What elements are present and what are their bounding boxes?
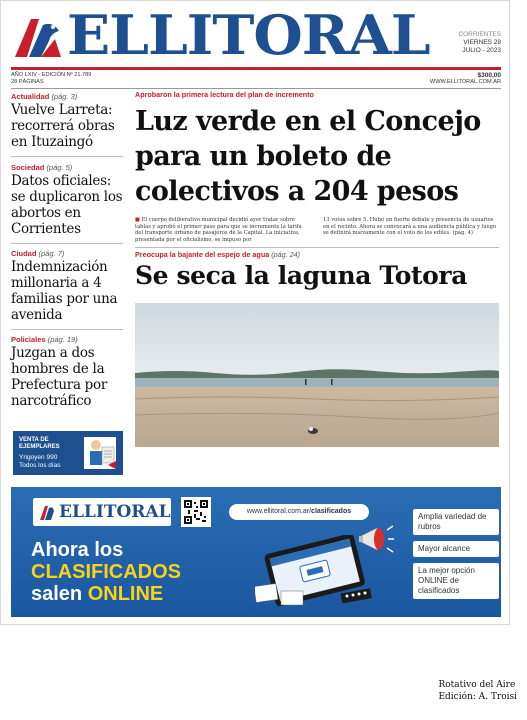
masthead (11, 3, 501, 67)
megaphone-icon (357, 522, 395, 556)
section-tag (11, 92, 123, 102)
venta-address (19, 454, 61, 470)
ad-feature-variedad: Amplia variedad de rubros (413, 509, 499, 535)
bullet-icon: ■ (135, 217, 142, 223)
section-tag (11, 335, 123, 345)
ad-headline-line1: Ahora los (31, 539, 124, 561)
masthead-city: CORRIENTES (458, 31, 501, 38)
story-headline: Indemnización millonaria a 4 familias por una avenida (11, 259, 118, 323)
kicker-text: Preocupa la bajante del espejo de agua (135, 250, 270, 260)
url-prefix: www.ellitoral.com.ar/ (246, 508, 312, 515)
credits-line2: Edición: A. Troisi (438, 692, 517, 702)
masthead-red-rule (11, 67, 501, 70)
story-divider (135, 247, 499, 248)
second-story-headline: Se seca la laguna Totora (135, 261, 468, 291)
header-divider (11, 88, 501, 89)
rooster-logo-icon (11, 11, 63, 61)
section-name: Sociedad (11, 163, 45, 172)
venta-address-line2: Todos los días (19, 462, 61, 469)
main-column (135, 90, 499, 291)
price-info (430, 72, 501, 86)
venta-title-line2: EJEMPLARES (19, 444, 60, 450)
ad-logo (33, 498, 171, 526)
left-story-policiales (11, 330, 123, 415)
body-text: 13 votos sobre 5. Hubo un fuerte debate y presencia de usuarios en el recinto. Ahora se convocará a una audiencia pública y luego se definirá nuevamente con el voto de los ediles. (323, 217, 497, 237)
edition-number: AÑO LXIV - EDICIÓN Nº 21.789 (11, 72, 92, 78)
main-story-body-col2 (323, 217, 499, 243)
ad-feature-alcance: Mayor alcance (413, 541, 499, 557)
story-headline: Vuelve Larreta: recorrerá obras en Ituzaingó (11, 102, 115, 150)
page-ref: (pág. 3) (51, 92, 78, 101)
section-tag (11, 249, 123, 259)
venta-title (19, 437, 60, 451)
ad-headline-line3a: salen (31, 583, 83, 605)
main-story-body-col1 (135, 217, 311, 243)
ad-headline-line3b: ONLINE (87, 583, 164, 605)
body-text: El cuerpo deliberativo municipal decidió ayer tratar sobre tablas y aprobó el primer paso para que se incremente la tarifa del transporte urbano de pasajeros de la Capital. La iniciativa, presentada por el oficialismo, se impuso por (135, 217, 302, 243)
page-ref: (pág. 24) (271, 250, 300, 260)
ad-headline-line2: CLASIFICADOS (31, 561, 181, 583)
page-count: 28 PÁGINAS (11, 79, 44, 85)
section-name: Actualidad (11, 92, 50, 101)
section-name: Policiales (11, 335, 46, 344)
left-column (11, 90, 123, 415)
venta-address-line1: Yrigoyen 990 (19, 454, 58, 461)
left-story-actualidad (11, 90, 123, 157)
story-headline: Juzgan a dos hombres de la Prefectura por narcotráfico (11, 345, 108, 409)
page-ref: (pág. 4) (452, 230, 473, 237)
newspaper-vendor-icon (82, 435, 118, 471)
masthead-meta-row (11, 72, 501, 86)
ad-headline (31, 539, 181, 605)
story-headline: Datos oficiales: se duplicaron los abortos en Corrientes (11, 173, 123, 237)
page-ref: (pág. 7) (38, 249, 65, 258)
venta-ejemplares-box (13, 431, 123, 475)
credits-line1: Rotativo del Aire (438, 680, 516, 690)
url-suffix: clasificados (311, 508, 352, 515)
cover-price: $300,00 (477, 72, 501, 79)
second-story-kicker (135, 250, 499, 260)
masthead-website: WWW.ELLITORAL.COM.AR (429, 79, 501, 85)
masthead-logo-text: ELLITORAL (67, 3, 430, 67)
masthead-date-line2: JULIO - 2023 (462, 47, 501, 54)
left-story-ciudad (11, 244, 123, 330)
venta-title-line1: VENTA DE (19, 437, 49, 443)
clasificados-url[interactable] (229, 504, 369, 520)
laguna-totora-photo (135, 303, 499, 447)
edition-info (11, 72, 91, 86)
rooster-logo-icon (39, 503, 55, 521)
page-ref: (pág. 5) (46, 163, 73, 172)
credits (438, 679, 517, 703)
main-story-kicker: Aprobaron la primera lectura del plan de incremento (135, 90, 314, 99)
ad-feature-online: La mejor opción ONLINE de clasificados (413, 563, 499, 599)
masthead-date-line1: VIERNES 28 (463, 39, 501, 46)
clasificados-ad[interactable] (11, 487, 501, 617)
ad-headline-line3 (31, 583, 181, 605)
section-name: Ciudad (11, 249, 37, 258)
masthead-date-block (441, 31, 501, 55)
main-story-headline: Luz verde en el Concejo para un boleto de colectivos a 204 pesos (135, 106, 481, 207)
qr-code-icon (181, 497, 211, 527)
main-story-body (135, 217, 499, 243)
ad-logo-text: ELLITORAL (59, 502, 171, 522)
section-tag (11, 163, 123, 173)
left-story-sociedad (11, 157, 123, 244)
page-ref: (pág. 19) (47, 335, 78, 344)
